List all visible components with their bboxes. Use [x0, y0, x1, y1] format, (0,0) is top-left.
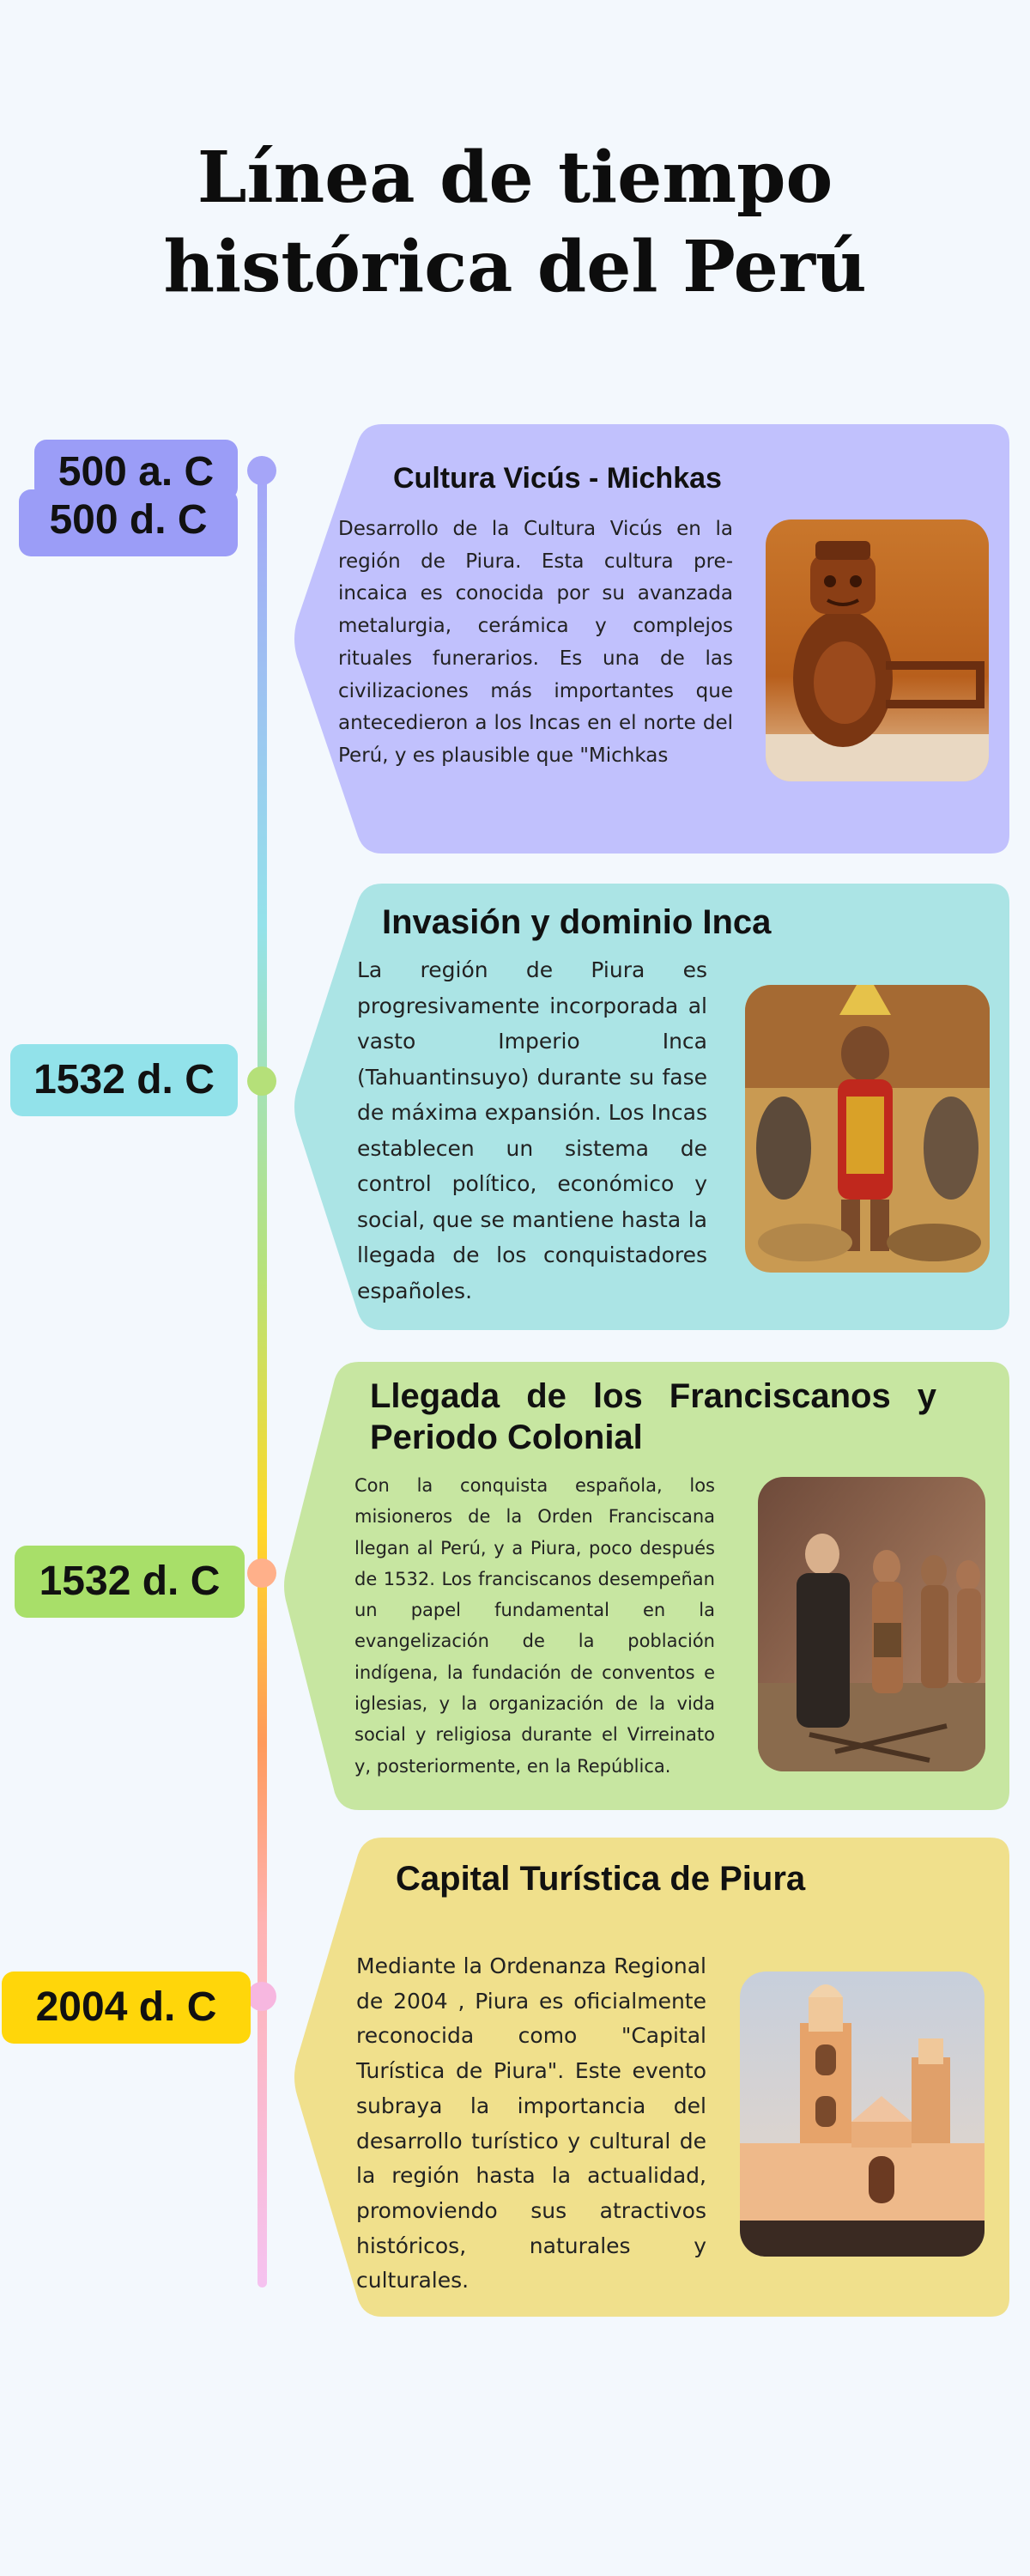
franciscan-missionary-painting-photo: [758, 1477, 985, 1771]
event-card-2-text: La región de Piura es progresivamente incorporada al vasto Imperio Inca (Tahuantinsuyo) durante su fase de máxima expansión. Los Incas establecen un sistema de control político, económico y social, que se mantiene hasta la llegada de los conquistadores españoles.: [357, 957, 707, 1303]
timeline-dot-3: [247, 1558, 276, 1588]
date-badge-4-line-1: 2004 d. C: [35, 1984, 217, 2030]
event-card-2: [292, 880, 1013, 1334]
vicus-ceramic-vessel-photo: [766, 519, 989, 781]
event-card-3-text: Con la conquista española, los misioneros de la Orden Franciscana llegan al Perú, y a Piura, poco después de 1532. Los franciscanos desempeñan un papel fundamental en la evangelización de la población indígena, la fundación de conventos e iglesias, y la organización de la vida social y religiosa durante el Virreinato y, posteriormente, en la República.: [354, 1475, 715, 1777]
piura-cathedral-photo: [740, 1971, 985, 2257]
date-badge-2-line-1: 1532 d. C: [33, 1057, 215, 1103]
inca-ruler-painting-photo: [745, 985, 990, 1273]
timeline-dot-2: [247, 1066, 276, 1096]
event-card-1: [292, 421, 1013, 857]
event-card-4-text: Mediante la Ordenanza Regional de 2004 , Piura es oficialmente reconocida como "Capital Turística de Piura". Este evento subraya la importancia del desarrollo turístico y cultural de la región hasta la actualidad, promoviendo sus atractivos históricos, naturales y culturales.: [356, 1953, 706, 2293]
event-card-3-heading: Llegada de los Franciscanos y Periodo Colonial: [370, 1377, 936, 1456]
timeline-line: [258, 471, 267, 2287]
date-badge-4: [2, 1971, 251, 2044]
date-badge-1-line-1: 500 a. C: [58, 449, 215, 495]
date-badge-2: [10, 1044, 238, 1116]
date-badge-1-line-2: 500 d. C: [49, 497, 208, 543]
page-title: [0, 133, 1030, 312]
title-line-1: Línea de tiempo: [197, 137, 833, 219]
title-line-2: histórica del Perú: [163, 226, 867, 308]
date-badge-1: [19, 440, 238, 556]
event-card-1-heading: Cultura Vicús - Michkas: [393, 462, 722, 495]
timeline-dot-1: [247, 456, 276, 485]
date-badge-3-line-1: 1532 d. C: [39, 1558, 221, 1604]
event-card-4: [292, 1834, 1013, 2320]
date-badge-3: [15, 1546, 245, 1618]
event-card-4-heading: Capital Turística de Piura: [396, 1860, 806, 1898]
timeline-dot-4: [247, 1982, 276, 2011]
event-card-2-heading: Invasión y dominio Inca: [382, 903, 772, 941]
event-card-3: [282, 1358, 1013, 1814]
event-card-1-text: Desarrollo de la Cultura Vicús en la región de Piura. Esta cultura pre-incaica es conocida por su avanzada metalurgia, cerámica y complejos rituales funerarios. Es una de las civilizaciones más importantes que antecedieron a los Incas en el norte del Perú, y es plausible que "Michkas: [338, 518, 733, 767]
